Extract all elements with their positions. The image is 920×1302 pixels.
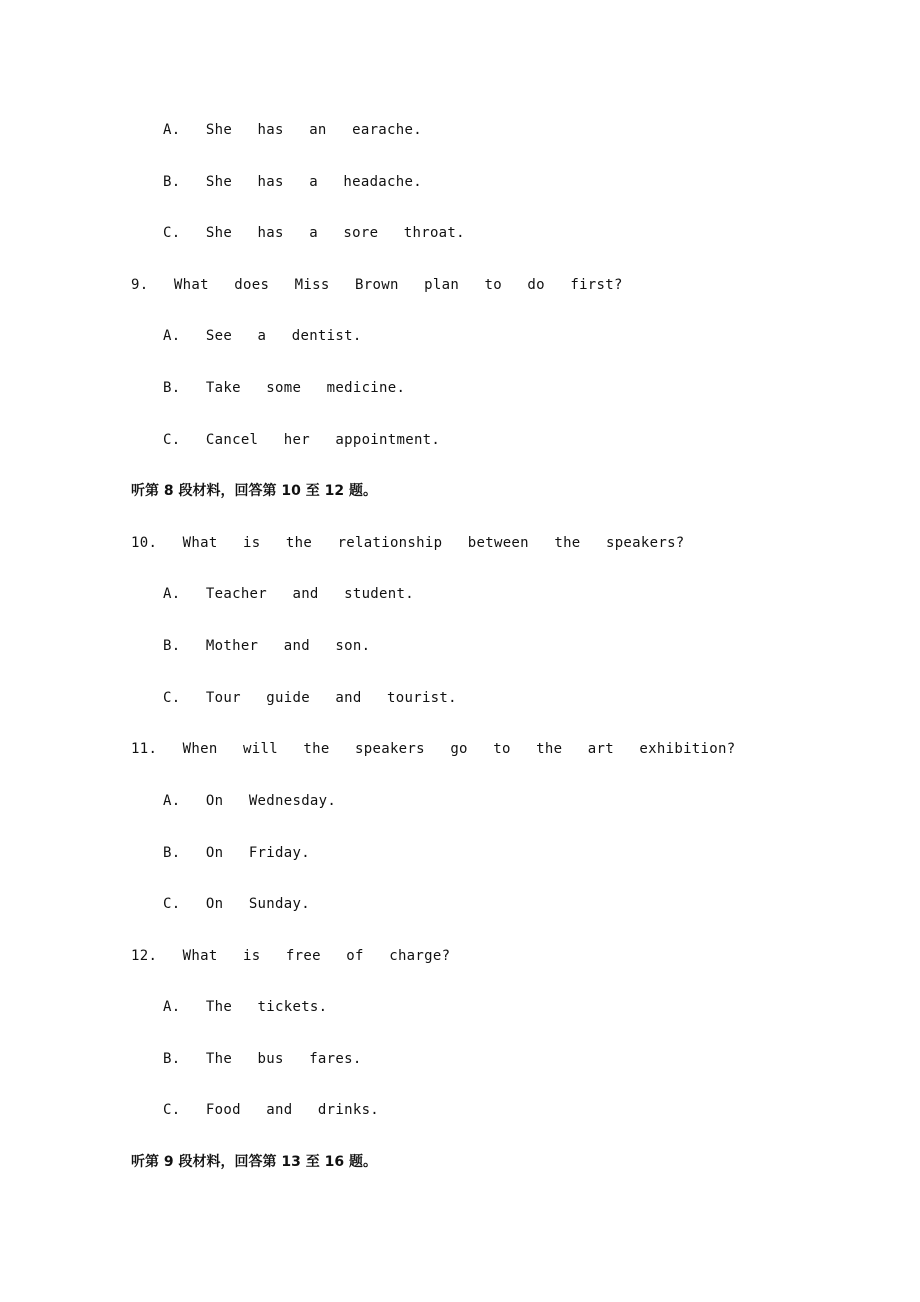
- q12-option-a: A. The tickets.: [163, 999, 328, 1015]
- q10-option-b: B. Mother and son.: [163, 638, 371, 654]
- q8-option-c: C. She has a sore throat.: [163, 225, 465, 241]
- section-9-heading: 听第 9 段材料，回答第 13 至 16 题。: [131, 1154, 377, 1170]
- q10-option-c: C. Tour guide and tourist.: [163, 690, 457, 706]
- q9-option-a: A. See a dentist.: [163, 328, 362, 344]
- q12-option-b: B. The bus fares.: [163, 1051, 362, 1067]
- q8-option-a: A. She has an earache.: [163, 122, 422, 138]
- q8-option-b: B. She has a headache.: [163, 174, 422, 190]
- section-8-heading: 听第 8 段材料，回答第 10 至 12 题。: [131, 483, 377, 499]
- q10-option-a: A. Teacher and student.: [163, 586, 414, 602]
- q9-option-c: C. Cancel her appointment.: [163, 432, 441, 448]
- q12-question: 12. What is free of charge?: [131, 948, 451, 964]
- q11-option-a: A. On Wednesday.: [163, 793, 337, 809]
- q12-option-c: C. Food and drinks.: [163, 1102, 380, 1118]
- q11-option-b: B. On Friday.: [163, 845, 310, 861]
- q11-question: 11. When will the speakers go to the art exhibition?: [131, 741, 736, 757]
- q11-option-c: C. On Sunday.: [163, 896, 310, 912]
- q9-option-b: B. Take some medicine.: [163, 380, 406, 396]
- q9-question: 9. What does Miss Brown plan to do first?: [131, 277, 623, 293]
- q10-question: 10. What is the relationship between the speakers?: [131, 535, 685, 551]
